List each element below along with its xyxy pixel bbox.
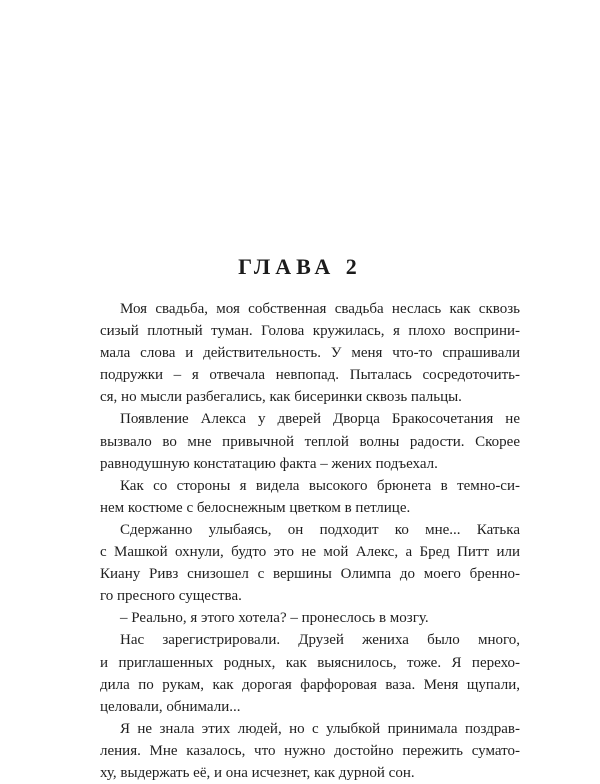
text-line: с Машкой охнули, будто это не мой Алекс, а Бред Питт или xyxy=(100,544,520,561)
text-line: Киану Ривз снизошел с вершины Олимпа до моего бренно- xyxy=(100,566,520,583)
text-line: ся, но мысли разбегались, как бисеринки сквозь пальцы. xyxy=(100,389,462,406)
text-line: ху, выдержать её, и она исчезнет, как дурной сон. xyxy=(100,764,415,781)
text-line: равнодушную констатацию факта – жених подъехал. xyxy=(100,455,438,472)
text-line: целовали, обнимали... xyxy=(100,698,241,715)
text-line: Моя свадьба, моя собственная свадьба неслась как сквозь xyxy=(120,301,520,317)
text-line: – Реально, я этого хотела? – пронеслось в мозгу. xyxy=(120,610,429,627)
chapter-title: ГЛАВА 2 xyxy=(238,254,362,279)
text-line: Сдержанно улыбаясь, он подходит ко мне... Катька xyxy=(120,521,520,538)
text-line: и приглашенных родных, как выяснилось, тоже. Я перехо- xyxy=(100,654,520,671)
paragraph xyxy=(100,718,520,784)
text-line: Я не знала этих людей, но с улыбкой принимала поздрав- xyxy=(120,720,520,737)
text-line: подружки – я отвечала невпопад. Пыталась сосредоточить- xyxy=(100,367,520,384)
text-line: нем костюме с белоснежным цветком в петлице. xyxy=(100,499,411,516)
text-line: го пресного существа. xyxy=(100,588,242,605)
text-line: Нас зарегистрировали. Друзей жениха было много, xyxy=(120,632,520,649)
paragraph xyxy=(100,519,520,607)
paragraph xyxy=(100,408,520,474)
text-line: сизый плотный туман. Голова кружилась, я плохо восприни- xyxy=(100,323,520,340)
text-line: ления. Мне казалось, что нужно достойно пережить сумато- xyxy=(100,742,520,759)
paragraph xyxy=(100,475,520,519)
paragraph xyxy=(100,629,520,717)
text-line: Появление Алекса у дверей Дворца Бракосочетания не xyxy=(120,411,520,428)
paragraph xyxy=(100,298,520,408)
chapter-body xyxy=(100,298,520,784)
text-line: Как со стороны я видела высокого брюнета в темно-си- xyxy=(120,477,520,494)
text-line: мала слова и действительность. У меня что-то спрашивали xyxy=(100,345,520,362)
text-line: вызвало во мне привычной теплой волны радости. Скорее xyxy=(100,433,520,450)
text-line: дила по рукам, как дорогая фарфоровая ваза. Меня щупали, xyxy=(100,676,520,693)
paragraph xyxy=(100,607,520,629)
